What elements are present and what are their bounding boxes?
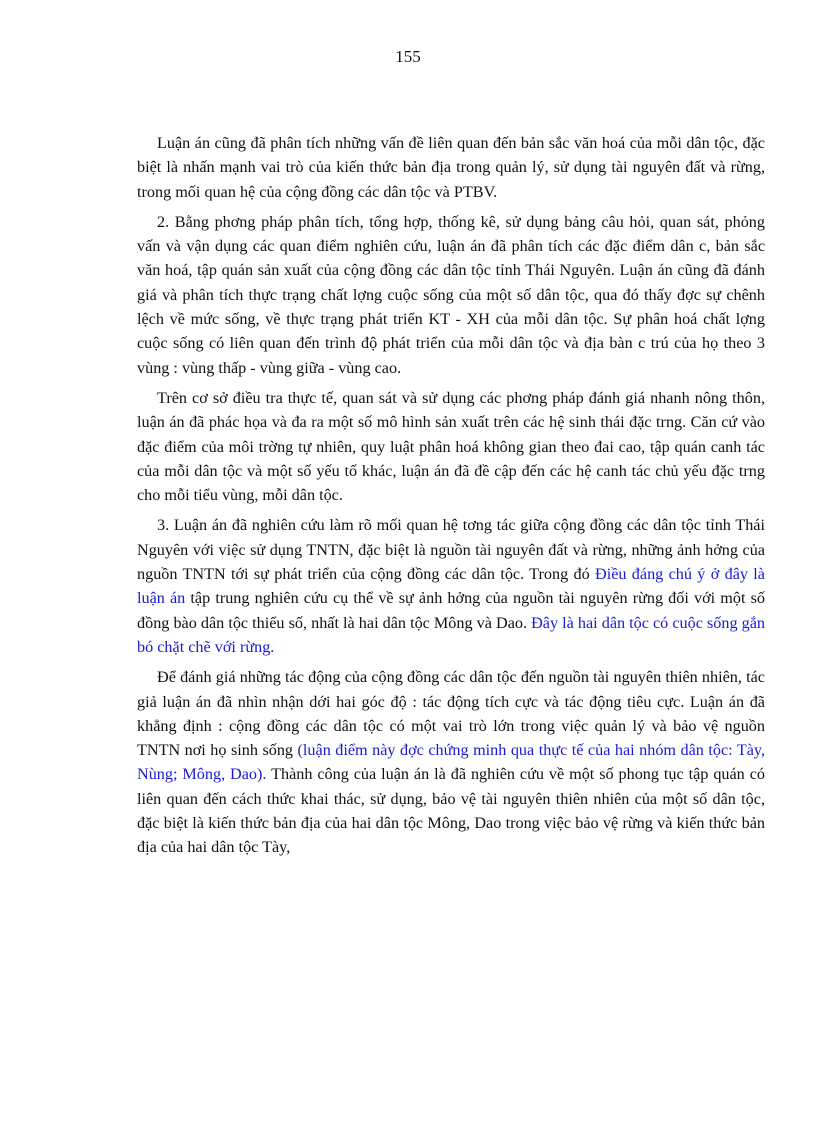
paragraph-4-highlight-b: Đây là hai dân tộc có cuộc sống gắn bó chặt chẽ với rừng. xyxy=(137,613,765,656)
paragraph-5-text-a: Để đánh giá những tác động của cộng đồng các dân tộc đến nguồn tài nguyên thiên nhiên, tác giả luận án đã nhìn nhận dới hai góc độ : tác động tích cực và tác động tiêu cực. Luận án đã khẳng định : cộng đồng các dân tộc có một vai trò lớn trong việc quản lý và bảo vệ nguồn TNTN nơi họ sinh sống xyxy=(137,668,765,760)
paragraph-4-highlight-a: Điều đáng chú ý ở đây là luận án xyxy=(137,565,765,608)
paragraph-4-text-a: 3. Luận án đã nghiên cứu làm rõ mối quan hệ tơng tác giữa cộng đồng các dân tộc tỉnh Thái Nguyên với việc sử dụng TNTN, đặc biệt là nguồn tài nguyên đất và rừng, những ảnh hởng của nguồn TNTN tới sự phát triển của cộng đồng các dân tộc. Trong đó xyxy=(137,516,765,584)
paragraph-4-text-b: tập trung nghiên cứu cụ thể về sự ảnh hởng của nguồn tài nguyên rừng đối với một số đồng bào dân tộc thiểu số, nhất là hai dân tộc Mông và Dao. xyxy=(137,589,765,632)
paragraph-5-text-b: Thành công của luận án là đã nghiên cứu về một số phong tục tập quán có liên quan đến cách thức khai thác, sử dụng, bảo vệ tài nguyên thiên nhiên của một số dân tộc, đặc biệt là kiến thức bản địa của hai dân tộc Mông, Dao trong việc bảo vệ rừng và kiến thức bản địa của hai dân tộc Tày, xyxy=(137,765,765,857)
paragraph-5-highlight-a: (luận điểm này đợc chứng minh qua thực tế của hai nhóm dân tộc: Tày, Nùng; Mông, Dao). xyxy=(137,741,765,784)
document-body xyxy=(137,131,765,860)
paragraph-4 xyxy=(137,513,765,659)
paragraph-3: Trên cơ sở điều tra thực tế, quan sát và sử dụng các phơng pháp đánh giá nhanh nông thôn, luận án đã phác họa và đa ra một số mô hình sản xuất trên các hệ sinh thái đặc trng. Căn cứ vào đặc điểm của môi trờng tự nhiên, quy luật phân hoá không gian theo đai cao, tập quán canh tác của mỗi dân tộc và một số yếu tố khác, luận án đã đề cập đến các hệ canh tác chủ yếu đặc trng cho mỗi tiểu vùng, mỗi dân tộc. xyxy=(137,388,765,505)
page-number: 155 xyxy=(395,47,421,66)
paragraph-1: Luận án cũng đã phân tích những vấn đề liên quan đến bản sắc văn hoá của mỗi dân tộc, đặc biệt là nhấn mạnh vai trò của kiến thức bản địa trong quản lý, sử dụng tài nguyên đất và rừng, trong mối quan hệ của cộng đồng các dân tộc và PTBV. xyxy=(137,134,765,201)
paragraph-2: 2. Bằng phơng pháp phân tích, tổng hợp, thống kê, sử dụng bảng câu hỏi, quan sát, phỏng vấn và vận dụng các quan điểm nghiên cứu, luận án đã phân tích các đặc điểm dân c, bản sắc văn hoá, tập quán sản xuất của cộng đồng các dân tộc tỉnh Thái Nguyên. Luận án cũng đã đánh giá và phân tích thực trạng chất lợng cuộc sống của một số dân tộc, qua đó thấy đợc sự chênh lệch về mức sống, về thực trạng phát triển KT - XH của mỗi dân tộc. Sự phân hoá chất lợng cuộc sống có liên quan đến trình độ phát triển của mỗi dân tộc và địa bàn c trú của họ theo 3 vùng : vùng thấp - vùng giữa - vùng cao. xyxy=(137,212,765,377)
paragraph-5 xyxy=(137,665,765,859)
